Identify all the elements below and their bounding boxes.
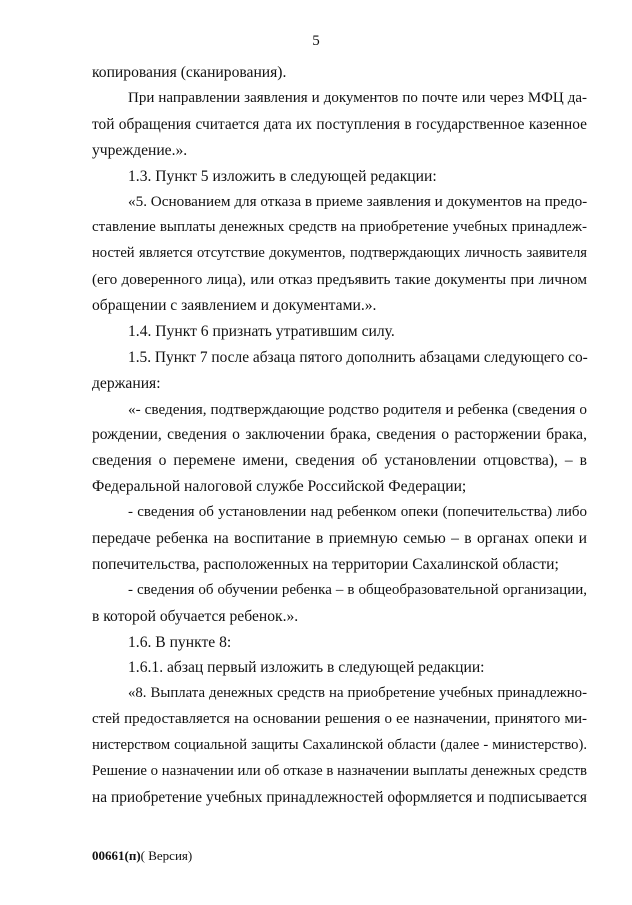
text-line: Федеральной налоговой службе Российской Федерации; [92,478,467,496]
text-line: копирования (сканирования). [92,64,287,81]
text-line: ставление выплаты денежных средств на приобретение учебных принадлеж- [92,219,587,236]
text-line: - сведения об установлении над ребенком опеки (попечительства) либо [128,504,587,521]
text-line: стей предоставляется на основании решения о ее назначении, принятого ми- [92,711,587,728]
text-line: 1.6. В пункте 8: [128,633,232,651]
text-line: передаче ребенка на воспитание в приемную семью – в органах опеки и [92,530,587,548]
text-line: 1.6.1. абзац первый изложить в следующей редакции: [128,659,485,677]
text-line: 1.4. Пункт 6 признать утратившим силу. [128,322,395,340]
document-version: ( Версия) [140,848,193,863]
text-line: «- сведения, подтверждающие родство родителя и ребенка (сведения о [128,400,587,418]
document-body [92,60,587,811]
text-line: нистерством социальной защиты Сахалинской области (далее - министерство). [92,737,587,754]
text-line: учреждение.». [92,141,188,159]
text-line: попечительства, расположенных на территории Сахалинской области; [92,555,559,573]
document-code: 00661(п) [92,848,141,863]
text-line: - сведения об обучении ребенка – в общеобразовательной организации, [128,581,587,598]
text-line: на приобретение учебных принадлежностей оформляется и подписывается [92,788,587,806]
text-line: При направлении заявления и документов по почте или через МФЦ да- [128,89,587,106]
text-line: сведения о перемене имени, сведения об установлении отцовства), – в [92,452,587,470]
text-line: обращении с заявлением и документами.». [92,297,377,315]
text-line: 1.5. Пункт 7 после абзаца пятого дополнить абзацами следующего со- [128,348,588,366]
page-number: 5 [312,33,320,49]
text-line: той обращения считается дата их поступления в государственное казенное [92,115,587,133]
text-line: рождении, сведения о заключении брака, сведения о расторжении брака, [92,426,587,444]
text-line: в которой обучается ребенок.». [92,607,299,625]
document-footer [92,848,192,864]
text-line: ностей является отсутствие документов, подтверждающих личность заявителя [92,245,587,262]
text-line: (его доверенного лица), или отказ предъявить такие документы при личном [92,271,587,289]
text-line: «8. Выплата денежных средств на приобретение учебных принадлежно- [128,685,587,702]
text-line: 1.3. Пункт 5 изложить в следующей редакции: [128,167,437,185]
text-line: Решение о назначении или об отказе в назначении выплаты денежных средств [92,763,587,780]
text-line: держания: [92,374,161,392]
text-line: «5. Основанием для отказа в приеме заявления и документов на предо- [128,193,588,211]
